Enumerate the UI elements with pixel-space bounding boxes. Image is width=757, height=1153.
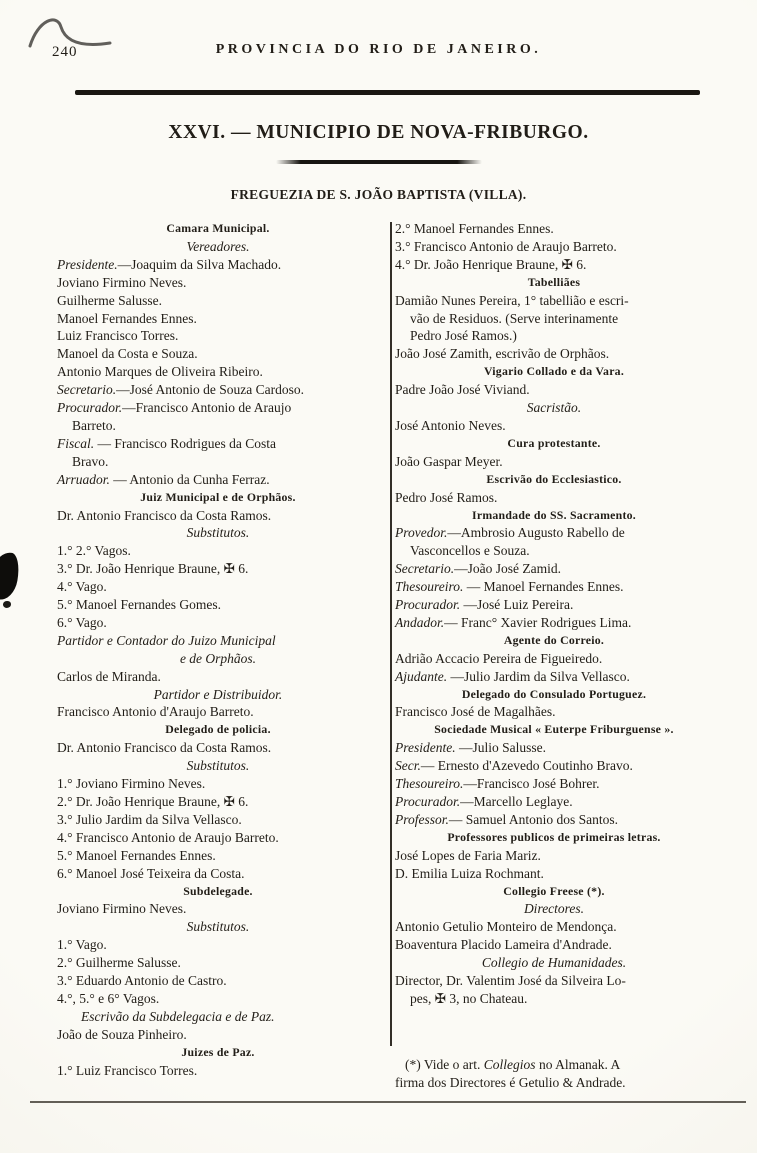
text-fragment: — Samuel Antonio dos Santos. — [448, 811, 619, 827]
ink-blot-artifact — [0, 550, 22, 602]
text-fragment: 6.° Vago. — [57, 614, 107, 630]
text-line — [57, 972, 379, 990]
text-line — [57, 703, 379, 721]
text-line — [57, 471, 379, 489]
right-column — [395, 220, 713, 1092]
text-line — [57, 793, 379, 811]
text-line — [395, 865, 713, 883]
text-fragment: 1.° Luiz Francisco Torres. — [57, 1062, 198, 1078]
text-line — [57, 865, 379, 883]
text-line — [57, 918, 379, 936]
text-fragment: Bravo. — [72, 453, 109, 469]
text-fragment: Boaventura Placido Lameira d'Andrade. — [395, 937, 612, 953]
text-line — [395, 435, 713, 453]
text-fragment: Substitutos. — [186, 525, 250, 541]
role-label: Thesoureiro. — [395, 776, 464, 792]
text-line — [395, 238, 713, 256]
text-line — [57, 524, 379, 542]
text-line — [395, 721, 713, 739]
text-line — [395, 900, 713, 918]
text-fragment: José Lopes de Faria Mariz. — [395, 847, 541, 863]
text-line — [57, 542, 379, 560]
text-line — [395, 847, 713, 865]
text-line — [57, 1044, 379, 1062]
role-label: Secretario. — [395, 561, 455, 577]
text-fragment: —José Antonio de Souza Cardoso. — [116, 382, 304, 398]
role-label: Procurador. — [395, 794, 461, 809]
text-fragment: João José Zamith, escrivão de Orphãos. — [395, 346, 610, 362]
scan-edge-line — [30, 1101, 746, 1103]
text-line — [57, 1062, 379, 1080]
text-line — [395, 703, 713, 721]
text-line — [57, 757, 379, 775]
text-line — [395, 596, 713, 614]
text-line — [395, 292, 713, 310]
text-fragment: —Francisco José Bohrer. — [463, 776, 600, 792]
page-number: 240 — [52, 44, 78, 60]
text-fragment: 6.° Manoel José Teixeira da Costa. — [57, 865, 245, 881]
text-line — [395, 507, 713, 525]
text-fragment: Cura protestante. — [507, 435, 601, 450]
text-line — [57, 811, 379, 829]
text-line — [395, 381, 713, 399]
text-fragment: Guilherme Salusse. — [57, 292, 162, 308]
text-fragment: 5.° Manoel Fernandes Ennes. — [57, 847, 216, 863]
text-line — [57, 1026, 379, 1044]
text-fragment: —João José Zamid. — [454, 561, 561, 577]
role-label: Procurador. — [395, 597, 461, 613]
text-line — [395, 686, 713, 704]
text-fragment: Francisco José de Magalhães. — [395, 704, 556, 720]
text-fragment: Professores publicos de primeiras letras. — [447, 829, 661, 844]
text-fragment: Substitutos. — [186, 919, 250, 935]
text-fragment: Francisco Antonio d'Araujo Barreto. — [57, 704, 254, 720]
section-title: XXVI. — MUNICIPIO DE NOVA-FRIBURGO. — [168, 122, 589, 143]
role-label: Arruador. — [57, 471, 110, 487]
text-fragment: 2.° Manoel Fernandes Ennes. — [395, 221, 554, 236]
text-fragment: Manoel Fernandes Ennes. — [57, 310, 197, 326]
text-line — [395, 632, 713, 650]
text-line — [395, 936, 713, 954]
text-fragment: 4.° Dr. João Henrique Braune, ✠ 6. — [395, 256, 587, 272]
footnote — [395, 1056, 713, 1092]
text-line — [57, 883, 379, 901]
text-line — [395, 829, 713, 847]
text-fragment: 4.° Francisco Antonio de Araujo Barreto. — [57, 829, 279, 845]
freguezia-subtitle: FREGUEZIA DE S. JOÃO BAPTISTA (VILLA). — [230, 187, 527, 202]
text-line — [57, 650, 379, 668]
role-label: Presidente. — [395, 740, 456, 756]
text-fragment: 1.° 2.° Vagos. — [57, 543, 131, 559]
text-fragment: Directores. — [523, 901, 585, 917]
text-fragment: Director, Dr. Valentim José da Silveira Lo- — [395, 973, 626, 989]
text-line — [395, 578, 713, 596]
text-fragment: Pedro José Ramos. — [395, 489, 498, 505]
text-line — [395, 972, 713, 990]
text-line — [57, 596, 379, 614]
text-fragment: Joviano Firmino Neves. — [57, 901, 187, 917]
text-fragment: —Marcello Leglaye. — [460, 794, 573, 809]
text-line — [395, 560, 713, 578]
text-line — [395, 220, 713, 238]
text-fragment: —Julio Salusse. — [455, 740, 546, 756]
text-fragment: Carlos de Miranda. — [57, 668, 161, 684]
text-fragment: Delegado de policia. — [165, 722, 271, 737]
text-line — [57, 829, 379, 847]
text-line — [57, 399, 379, 417]
text-fragment: 3.° Eduardo Antonio de Castro. — [57, 973, 227, 989]
text-fragment: Luiz Francisco Torres. — [57, 328, 179, 344]
text-line — [395, 327, 713, 345]
text-line — [57, 292, 379, 310]
text-line — [395, 668, 713, 686]
text-line — [395, 489, 713, 507]
text-fragment: Delegado do Consulado Portuguez. — [461, 686, 647, 701]
text-line — [57, 954, 379, 972]
text-fragment: — Francisco Rodrigues da Costa — [94, 435, 276, 451]
text-fragment: Juizes de Paz. — [181, 1044, 255, 1059]
text-fragment: — Franc° Xavier Rodrigues Lima. — [444, 614, 632, 630]
text-line — [57, 435, 379, 453]
role-label: Secretario. — [57, 382, 117, 398]
text-fragment: José Antonio Neves. — [395, 417, 506, 433]
text-line — [395, 793, 713, 811]
text-line — [57, 310, 379, 328]
role-label: Procurador. — [57, 400, 123, 416]
text-fragment: Pedro José Ramos.) — [410, 328, 517, 344]
text-fragment: 3.° Julio Jardim da Silva Vellasco. — [57, 811, 242, 827]
text-line — [395, 274, 713, 292]
text-line — [395, 310, 713, 328]
text-line — [395, 256, 713, 274]
text-fragment: 4.° Vago. — [57, 579, 107, 595]
text-fragment: João de Souza Pinheiro. — [57, 1026, 187, 1042]
column-divider-rule — [390, 222, 392, 1046]
text-line — [57, 632, 379, 650]
text-line — [57, 327, 379, 345]
text-line — [395, 453, 713, 471]
text-line — [57, 990, 379, 1008]
text-line — [395, 811, 713, 829]
text-line — [57, 847, 379, 865]
two-column-body — [57, 220, 713, 1092]
text-line — [57, 578, 379, 596]
text-fragment: (*) Vide o art. — [405, 1056, 484, 1072]
text-fragment: Barreto. — [72, 417, 116, 433]
text-fragment: Collegios — [483, 1056, 536, 1072]
role-label: Fiscal. — [57, 435, 95, 451]
text-line — [57, 668, 379, 686]
text-line — [395, 363, 713, 381]
text-fragment: Damião Nunes Pereira, 1° tabellião e escri- — [395, 292, 629, 308]
text-fragment: João Gaspar Meyer. — [395, 453, 503, 469]
text-fragment: Joviano Firmino Neves. — [57, 274, 187, 290]
text-fragment: 3.° Dr. João Henrique Braune, ✠ 6. — [57, 561, 249, 577]
text-fragment: Escrivão da Subdelegacia e de Paz. — [81, 1008, 275, 1024]
text-fragment: 1.° Joviano Firmino Neves. — [57, 776, 206, 792]
text-fragment: Agente do Correio. — [503, 632, 605, 647]
text-fragment: —Joaquim da Silva Machado. — [117, 256, 282, 272]
text-line — [395, 883, 713, 901]
text-line — [57, 775, 379, 793]
text-line — [395, 954, 713, 972]
text-line — [395, 417, 713, 435]
text-fragment: —Francisco Antonio de Araujo — [122, 400, 292, 416]
text-fragment: 2.° Guilherme Salusse. — [57, 955, 181, 971]
text-line — [395, 1056, 713, 1074]
text-line — [395, 345, 713, 363]
text-fragment: Manoel da Costa e Souza. — [57, 346, 198, 362]
text-fragment: no Almanak. A — [535, 1056, 621, 1072]
text-line — [57, 614, 379, 632]
text-line — [395, 739, 713, 757]
header-rule — [75, 90, 700, 95]
text-line — [57, 936, 379, 954]
text-line — [395, 990, 713, 1008]
text-fragment: Dr. Antonio Francisco da Costa Ramos. — [57, 507, 272, 523]
text-line — [395, 614, 713, 632]
text-fragment: Collegio de Humanidades. — [481, 955, 627, 971]
text-fragment: Adrião Accacio Pereira de Figueiredo. — [395, 650, 603, 666]
right-column-lines — [395, 220, 713, 1008]
role-label: Thesoureiro. — [395, 579, 464, 595]
text-fragment: —Ambrosio Augusto Rabello de — [447, 525, 625, 541]
text-line — [57, 417, 379, 435]
text-line — [395, 471, 713, 489]
text-line — [57, 900, 379, 918]
text-fragment: Antonio Getulio Monteiro de Mendonça. — [395, 919, 617, 935]
text-fragment: Irmandade do SS. Sacramento. — [472, 507, 636, 522]
title-rule — [276, 160, 482, 164]
text-fragment: 4.°, 5.° e 6° Vagos. — [57, 990, 160, 1006]
text-line — [395, 918, 713, 936]
text-line — [57, 238, 379, 256]
text-line — [395, 757, 713, 775]
text-line — [57, 220, 379, 238]
text-fragment: Camara Municipal. — [166, 221, 270, 235]
text-fragment: —José Luiz Pereira. — [460, 597, 574, 613]
text-fragment: Juiz Municipal e de Orphãos. — [140, 489, 296, 504]
text-line — [57, 381, 379, 399]
text-fragment: Substitutos. — [186, 758, 250, 774]
text-fragment: — Ernesto d'Azevedo Coutinho Bravo. — [420, 758, 633, 774]
text-fragment: pes, ✠ 3, no Chateau. — [410, 990, 528, 1006]
text-fragment: D. Emilia Luiza Rochmant. — [395, 865, 544, 881]
text-fragment: Dr. Antonio Francisco da Costa Ramos. — [57, 740, 272, 756]
text-line — [57, 721, 379, 739]
left-column — [57, 220, 379, 1092]
text-line — [57, 489, 379, 507]
text-fragment: — Antonio da Cunha Ferraz. — [109, 471, 270, 487]
text-line — [395, 1074, 713, 1092]
text-fragment: Sacristão. — [526, 400, 582, 416]
ink-speck-artifact — [3, 601, 11, 608]
text-line — [395, 399, 713, 417]
text-line — [57, 686, 379, 704]
text-line — [395, 542, 713, 560]
text-fragment: Antonio Marques de Oliveira Ribeiro. — [57, 364, 263, 380]
text-fragment: firma dos Directores é Getulio & Andrade. — [395, 1074, 626, 1090]
text-line — [57, 739, 379, 757]
text-fragment: Subdelegade. — [183, 883, 253, 898]
text-fragment: 1.° Vago. — [57, 937, 107, 953]
text-line — [395, 650, 713, 668]
text-line — [57, 507, 379, 525]
text-line — [57, 345, 379, 363]
role-label: Secr. — [395, 758, 421, 774]
text-line — [57, 274, 379, 292]
text-fragment: 2.° Dr. João Henrique Braune, ✠ 6. — [57, 794, 249, 809]
text-fragment: 5.° Manoel Fernandes Gomes. — [57, 597, 221, 613]
text-fragment: Sociedade Musical « Euterpe Friburguense ». — [434, 722, 674, 737]
text-line — [395, 775, 713, 793]
text-fragment: e de Orphãos. — [179, 650, 257, 666]
text-fragment: Partidor e Distribuidor. — [153, 686, 283, 702]
running-header: PROVINCIA DO RIO DE JANEIRO. — [215, 42, 542, 57]
role-label: Presidente. — [57, 256, 118, 272]
text-fragment: 3.° Francisco Antonio de Araujo Barreto. — [395, 238, 617, 254]
text-fragment: — Manoel Fernandes Ennes. — [463, 579, 624, 595]
text-fragment: Vereadores. — [186, 238, 250, 254]
text-line — [57, 363, 379, 381]
text-fragment: Tabelliães — [527, 274, 581, 289]
text-fragment: Vasconcellos e Souza. — [410, 543, 530, 559]
text-fragment: Escrivão do Ecclesiastico. — [486, 471, 622, 486]
text-line — [395, 524, 713, 542]
text-fragment: vão de Residuos. (Serve interinamente — [410, 310, 619, 326]
text-fragment: Vigario Collado e da Vara. — [483, 364, 625, 379]
text-line — [57, 560, 379, 578]
text-fragment: Padre João José Viviand. — [395, 382, 530, 398]
role-label: Professor. — [395, 811, 449, 827]
role-label: Andador. — [395, 614, 445, 630]
role-label: Provedor. — [395, 525, 448, 541]
role-label: Ajudante. — [395, 668, 448, 684]
text-line — [57, 256, 379, 274]
text-line — [57, 1008, 379, 1026]
text-fragment: —Julio Jardim da Silva Vellasco. — [447, 668, 630, 684]
text-line — [57, 453, 379, 471]
text-fragment: Partidor e Contador do Juizo Municipal — [57, 632, 276, 648]
text-fragment: Collegio Freese (*). — [503, 883, 605, 898]
